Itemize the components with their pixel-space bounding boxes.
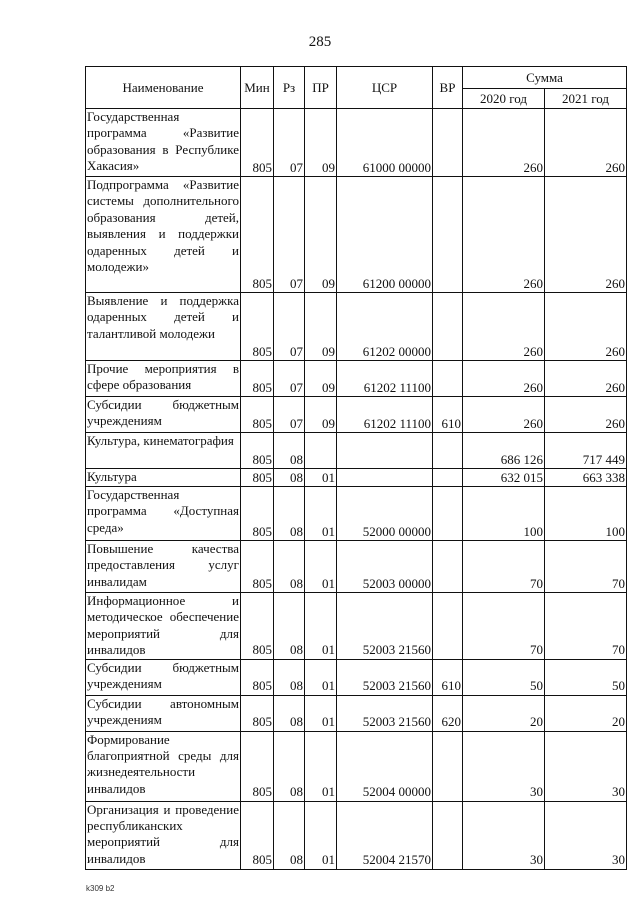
table-row <box>86 593 627 660</box>
row-csr <box>337 433 433 469</box>
row-csr: 61202 00000 <box>337 293 433 361</box>
row-2021: 30 <box>545 801 627 869</box>
row-rz: 07 <box>274 361 305 397</box>
header-rz: Рз <box>274 67 305 109</box>
row-2020: 632 015 <box>463 469 545 487</box>
row-2021: 50 <box>545 659 627 695</box>
row-vr <box>433 593 463 660</box>
row-csr: 52003 00000 <box>337 541 433 593</box>
row-min: 805 <box>241 433 274 469</box>
table-row <box>86 177 627 293</box>
row-vr <box>433 801 463 869</box>
budget-table <box>85 66 627 870</box>
row-2020: 686 126 <box>463 433 545 469</box>
row-name: Формирование благоприятной среды для жизнедеятельности инвалидов <box>86 731 241 801</box>
row-pr: 09 <box>305 177 337 293</box>
row-2020: 260 <box>463 293 545 361</box>
row-name: Выявление и поддержка одаренных детей и талантливой молодежи <box>86 293 241 361</box>
row-pr <box>305 433 337 469</box>
table-row <box>86 695 627 731</box>
table-row <box>86 109 627 177</box>
row-vr <box>433 361 463 397</box>
footer-code: k309 b2 <box>86 884 115 893</box>
row-rz: 07 <box>274 177 305 293</box>
row-pr: 01 <box>305 541 337 593</box>
table-row <box>86 361 627 397</box>
row-csr: 61202 11100 <box>337 397 433 433</box>
row-pr: 01 <box>305 469 337 487</box>
row-pr: 09 <box>305 293 337 361</box>
row-pr: 01 <box>305 801 337 869</box>
row-csr: 52004 21570 <box>337 801 433 869</box>
header-min: Мин <box>241 67 274 109</box>
row-rz: 08 <box>274 801 305 869</box>
row-pr: 09 <box>305 361 337 397</box>
row-vr <box>433 293 463 361</box>
row-rz: 08 <box>274 469 305 487</box>
row-min: 805 <box>241 469 274 487</box>
row-min: 805 <box>241 293 274 361</box>
row-2021: 30 <box>545 731 627 801</box>
row-min: 805 <box>241 695 274 731</box>
row-csr: 52000 00000 <box>337 487 433 541</box>
row-pr: 01 <box>305 659 337 695</box>
row-vr <box>433 177 463 293</box>
row-rz: 08 <box>274 433 305 469</box>
row-name: Субсидии автономным учреждениям <box>86 695 241 731</box>
row-pr: 01 <box>305 731 337 801</box>
table-row <box>86 433 627 469</box>
row-csr: 52003 21560 <box>337 659 433 695</box>
row-csr: 61202 11100 <box>337 361 433 397</box>
table-row <box>86 469 627 487</box>
row-2020: 70 <box>463 593 545 660</box>
table-row <box>86 801 627 869</box>
row-name: Культура <box>86 469 241 487</box>
row-min: 805 <box>241 659 274 695</box>
header-year-2021: 2021 год <box>545 89 627 109</box>
table-header <box>86 67 627 109</box>
row-vr <box>433 109 463 177</box>
table-row <box>86 541 627 593</box>
row-min: 805 <box>241 731 274 801</box>
row-csr <box>337 469 433 487</box>
row-rz: 07 <box>274 293 305 361</box>
row-rz: 07 <box>274 397 305 433</box>
row-name: Организация и проведение республиканских мероприятий для инвалидов <box>86 801 241 869</box>
row-name: Подпрограмма «Развитие системы дополнительного образования детей, выявления и поддержки одаренных детей и молодежи» <box>86 177 241 293</box>
row-name: Культура, кинематография <box>86 433 241 469</box>
row-name: Государственная программа «Доступная среда» <box>86 487 241 541</box>
row-min: 805 <box>241 593 274 660</box>
row-min: 805 <box>241 801 274 869</box>
table-row <box>86 659 627 695</box>
row-vr: 620 <box>433 695 463 731</box>
row-name: Субсидии бюджетным учреждениям <box>86 659 241 695</box>
table-row <box>86 293 627 361</box>
row-vr <box>433 469 463 487</box>
row-2021: 20 <box>545 695 627 731</box>
row-rz: 08 <box>274 695 305 731</box>
row-rz: 07 <box>274 109 305 177</box>
row-name: Государственная программа «Развитие образования в Республике Хакасия» <box>86 109 241 177</box>
table-row <box>86 731 627 801</box>
row-2021: 260 <box>545 109 627 177</box>
row-name: Повышение качества предоставления услуг инвалидам <box>86 541 241 593</box>
table-row <box>86 397 627 433</box>
row-2021: 260 <box>545 361 627 397</box>
row-2021: 260 <box>545 397 627 433</box>
row-2021: 663 338 <box>545 469 627 487</box>
row-pr: 01 <box>305 695 337 731</box>
row-pr: 09 <box>305 109 337 177</box>
row-vr: 610 <box>433 659 463 695</box>
row-vr <box>433 433 463 469</box>
header-csr: ЦСР <box>337 67 433 109</box>
row-2021: 260 <box>545 293 627 361</box>
row-pr: 01 <box>305 593 337 660</box>
row-2021: 717 449 <box>545 433 627 469</box>
table-body <box>86 109 627 870</box>
row-min: 805 <box>241 361 274 397</box>
row-vr: 610 <box>433 397 463 433</box>
row-csr: 61000 00000 <box>337 109 433 177</box>
row-2020: 260 <box>463 361 545 397</box>
row-vr <box>433 731 463 801</box>
row-rz: 08 <box>274 659 305 695</box>
row-csr: 52003 21560 <box>337 593 433 660</box>
row-name: Субсидии бюджетным учреждениям <box>86 397 241 433</box>
row-2020: 30 <box>463 801 545 869</box>
row-rz: 08 <box>274 487 305 541</box>
row-2020: 30 <box>463 731 545 801</box>
row-csr: 61200 00000 <box>337 177 433 293</box>
header-name: Наименование <box>86 67 241 109</box>
row-2020: 260 <box>463 397 545 433</box>
row-vr <box>433 541 463 593</box>
row-2021: 70 <box>545 593 627 660</box>
page-number: 285 <box>308 34 332 50</box>
row-name: Информационное и методическое обеспечение мероприятий для инвалидов <box>87 593 239 658</box>
header-pr: ПР <box>305 67 337 109</box>
row-rz: 08 <box>274 731 305 801</box>
row-min: 805 <box>241 541 274 593</box>
row-2020: 100 <box>463 487 545 541</box>
row-pr: 01 <box>305 487 337 541</box>
row-2020: 20 <box>463 695 545 731</box>
row-csr: 52003 21560 <box>337 695 433 731</box>
row-csr: 52004 00000 <box>337 731 433 801</box>
row-name: Прочие мероприятия в сфере образования <box>86 361 241 397</box>
header-vr: ВР <box>433 67 463 109</box>
row-vr <box>433 487 463 541</box>
row-min: 805 <box>241 109 274 177</box>
row-pr: 09 <box>305 397 337 433</box>
header-sum: Сумма <box>463 67 627 89</box>
table-row <box>86 487 627 541</box>
row-min: 805 <box>241 177 274 293</box>
row-2021: 100 <box>545 487 627 541</box>
row-2020: 50 <box>463 659 545 695</box>
row-2020: 260 <box>463 109 545 177</box>
row-2021: 70 <box>545 541 627 593</box>
header-year-2020: 2020 год <box>463 89 545 109</box>
row-2020: 260 <box>463 177 545 293</box>
row-2021: 260 <box>545 177 627 293</box>
row-min: 805 <box>241 487 274 541</box>
row-rz: 08 <box>274 541 305 593</box>
row-rz: 08 <box>274 593 305 660</box>
row-2020: 70 <box>463 541 545 593</box>
row-min: 805 <box>241 397 274 433</box>
